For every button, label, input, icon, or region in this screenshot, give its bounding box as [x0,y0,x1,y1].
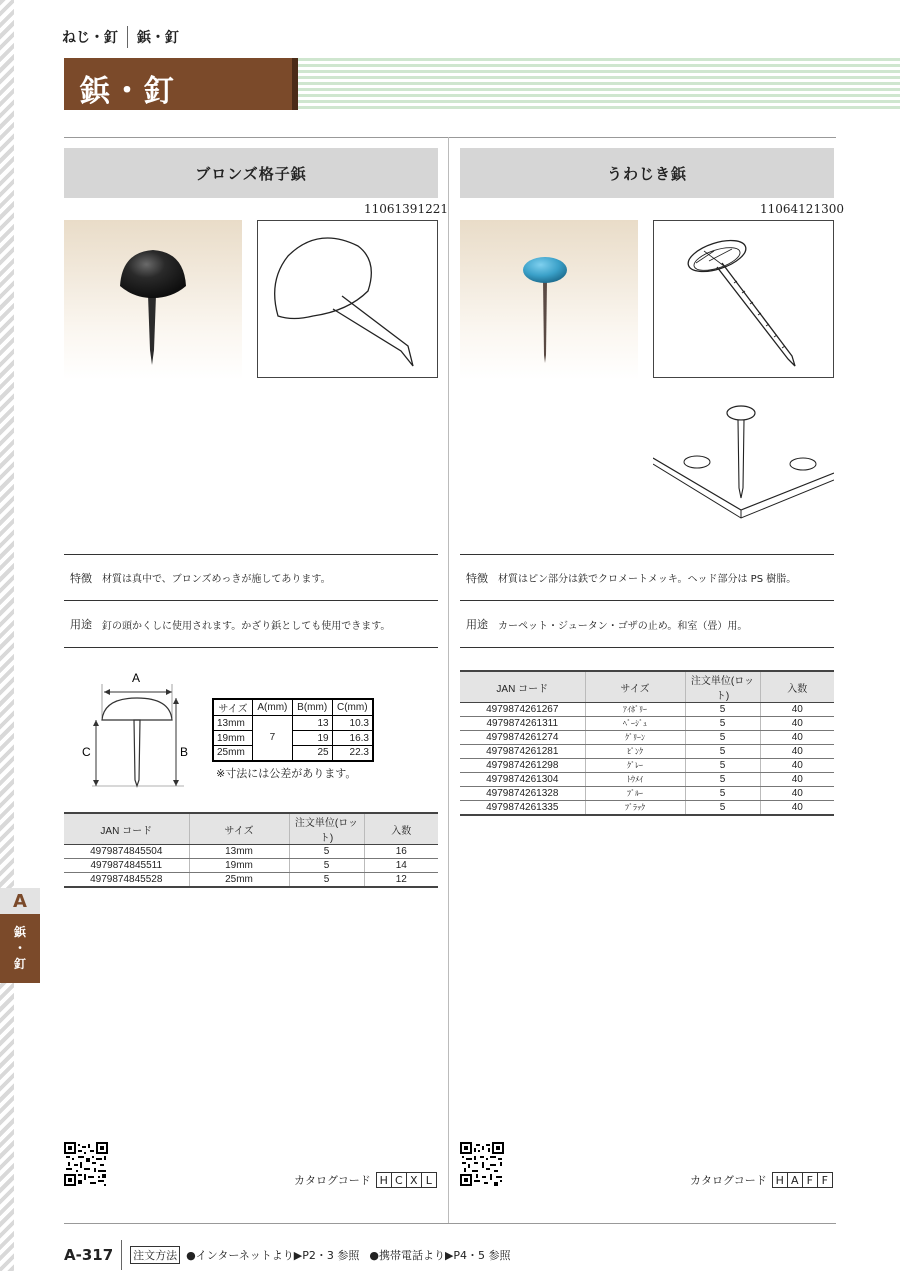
left-edge-stripe [0,0,14,1271]
drawing-bronze-tack [257,220,438,378]
photo-uwajiki-tack [460,220,638,380]
table-row [460,787,834,801]
dim-label-c: C [82,745,91,759]
breadcrumb [62,26,179,48]
jan-unit: 5 [289,873,364,887]
jan-header-row [64,813,438,845]
usage-row-uwajiki [460,601,834,648]
spec-size: 25mm [213,746,252,761]
spec-size: 13mm [213,716,252,731]
jan-code: 4979874261304 [460,773,585,787]
jan-color: ﾋﾟﾝｸ [585,745,685,759]
catalog-label: カタログコード [294,1174,371,1187]
spec-header-row [213,699,373,716]
spec-b: 25 [292,746,332,761]
jan-header: サイズ [585,671,685,703]
qr-code-icon[interactable] [460,1142,504,1186]
jan-unit: 5 [289,845,364,859]
side-tab-char: 鋲 [13,925,26,939]
jan-size: 19mm [189,859,289,873]
table-row [460,703,834,717]
order-internet-link[interactable]: ●インターネットより▶P2・3 参照 [186,1249,360,1262]
spec-header: サイズ [213,699,252,716]
jan-header: 注文単位(ロット) [685,671,760,703]
jan-header-row [460,671,834,703]
dimension-diagram [72,668,202,793]
catalog-code-bronze [294,1172,437,1188]
feature-text: 材質は真中で、ブロンズめっきが施してあります。 [102,574,331,585]
jan-color: ﾄｳﾒｲ [585,773,685,787]
jan-qty: 40 [760,717,834,731]
jan-qty: 40 [760,773,834,787]
jan-size: 25mm [189,873,289,887]
jan-qty: 14 [364,859,438,873]
divider-bottom [64,1223,836,1224]
jan-header: JAN コード [460,671,585,703]
jan-qty: 12 [364,873,438,887]
jan-code: 4979874845511 [64,859,189,873]
jan-header: JAN コード [64,813,189,845]
jan-qty: 40 [760,703,834,717]
feature-row-uwajiki [460,554,834,601]
divider-column [448,137,449,1223]
jan-qty: 16 [364,845,438,859]
jan-code: 4979874261298 [460,759,585,773]
dimension-diagram-icon [72,668,202,793]
page-number: A-317 [64,1246,114,1264]
product-title-uwajiki: うわじき鋲 [460,148,834,198]
table-row [460,745,834,759]
spec-b: 13 [292,716,332,731]
feature-label: 特徴 [466,571,488,585]
jan-header: サイズ [189,813,289,845]
usage-text: 釘の頭かくしに使用されます。かざり鋲としても使用できます。 [102,620,391,632]
jan-unit: 5 [685,773,760,787]
jan-qty: 40 [760,745,834,759]
side-tab-char: ・ [13,941,26,955]
catalog-char: F [802,1172,818,1188]
jan-code: 4979874261274 [460,731,585,745]
side-tab-letter: A [0,888,40,914]
jan-unit: 5 [685,731,760,745]
spec-a-common: 7 [252,716,292,761]
product-code-bronze: 11061391221 [364,202,448,216]
side-tab-label [0,924,40,972]
catalog-label: カタログコード [690,1174,767,1187]
table-row [460,773,834,787]
dim-label-a: A [132,671,141,685]
product-code-uwajiki: 11064121300 [760,202,844,216]
catalog-char: H [772,1172,788,1188]
feature-label: 特徴 [70,571,92,585]
board-diagram-icon [653,398,834,522]
usage-text: カーペット・ジュータン・ゴザの止め。和室（畳）用。 [498,620,748,632]
jan-code: 4979874261335 [460,801,585,815]
jan-qty: 40 [760,759,834,773]
spec-row [213,716,373,731]
page-title-bar [64,58,298,110]
qr-code-icon[interactable] [64,1142,108,1186]
jan-size: 13mm [189,845,289,859]
jan-color: ﾌﾞﾙｰ [585,787,685,801]
spec-size: 19mm [213,731,252,746]
catalog-char: X [406,1172,422,1188]
table-row [460,731,834,745]
jan-unit: 5 [685,759,760,773]
tack-drawing-icon [654,221,833,377]
page-title: 鋲・釘 [80,74,176,109]
divider-top [64,137,836,138]
jan-color: ｸﾞﾘｰﾝ [585,731,685,745]
tack-drawing-icon [258,221,437,377]
breadcrumb-separator [127,26,128,48]
jan-table-bronze [64,812,438,888]
catalog-char: C [391,1172,407,1188]
jan-unit: 5 [289,859,364,873]
usage-row-bronze [64,601,438,648]
photo-bronze-tack [64,220,242,380]
table-row [64,845,438,859]
spec-header: C(mm) [332,699,373,716]
jan-code: 4979874261328 [460,787,585,801]
jan-color: ﾌﾞﾗｯｸ [585,801,685,815]
side-tab-char: 釘 [13,957,26,971]
catalog-char: H [376,1172,392,1188]
jan-color: ｸﾞﾚｰ [585,759,685,773]
table-row [64,873,438,887]
feature-row-bronze [64,554,438,601]
table-row [460,801,834,815]
jan-color: ﾍﾞｰｼﾞｭ [585,717,685,731]
catalog-char: L [421,1172,437,1188]
jan-header: 入数 [760,671,834,703]
jan-header: 入数 [364,813,438,845]
spec-row [213,731,373,746]
jan-color: ｱｲﾎﾞﾘｰ [585,703,685,717]
spec-header: B(mm) [292,699,332,716]
usage-label: 用途 [466,618,488,631]
spec-note: ※寸法には公差があります。 [216,767,357,780]
spec-b: 19 [292,731,332,746]
jan-code: 4979874261267 [460,703,585,717]
jan-code: 4979874261281 [460,745,585,759]
jan-unit: 5 [685,717,760,731]
order-mobile-link[interactable]: ●携帯電話より▶P4・5 参照 [369,1249,511,1262]
jan-qty: 40 [760,787,834,801]
table-row [64,859,438,873]
table-row [460,717,834,731]
catalog-code-uwajiki [690,1172,833,1188]
order-method-label: 注文方法 [130,1246,180,1264]
jan-header: 注文単位(ロット) [289,813,364,845]
spec-c: 10.3 [332,716,373,731]
usage-diagram-uwajiki [653,398,834,522]
breadcrumb-section[interactable]: 鋲・釘 [137,30,179,46]
jan-code: 4979874261311 [460,717,585,731]
jan-unit: 5 [685,703,760,717]
table-row [460,759,834,773]
breadcrumb-category[interactable]: ねじ・釘 [62,30,118,46]
feature-text: 材質はピン部分は鉄でクロメートメッキ。ヘッド部分は PS 樹脂。 [498,574,797,585]
spec-row [213,746,373,761]
jan-qty: 40 [760,801,834,815]
jan-unit: 5 [685,745,760,759]
usage-label: 用途 [70,618,92,631]
jan-qty: 40 [760,731,834,745]
jan-unit: 5 [685,801,760,815]
jan-table-uwajiki [460,670,834,816]
jan-code: 4979874845528 [64,873,189,887]
spec-header: A(mm) [252,699,292,716]
bronze-tack-icon [64,220,242,380]
page-footer [64,1240,511,1270]
blue-tack-icon [460,220,638,380]
spec-c: 16.3 [332,731,373,746]
spec-table [212,698,374,762]
footer-separator [121,1240,122,1270]
catalog-char: F [817,1172,833,1188]
catalog-char: A [787,1172,803,1188]
dim-label-b: B [180,745,189,759]
jan-code: 4979874845504 [64,845,189,859]
drawing-uwajiki-tack [653,220,834,378]
side-index-tab[interactable] [0,888,40,983]
jan-unit: 5 [685,787,760,801]
title-stripes [298,58,900,110]
product-title-bronze: ブロンズ格子鋲 [64,148,438,198]
spec-c: 22.3 [332,746,373,761]
